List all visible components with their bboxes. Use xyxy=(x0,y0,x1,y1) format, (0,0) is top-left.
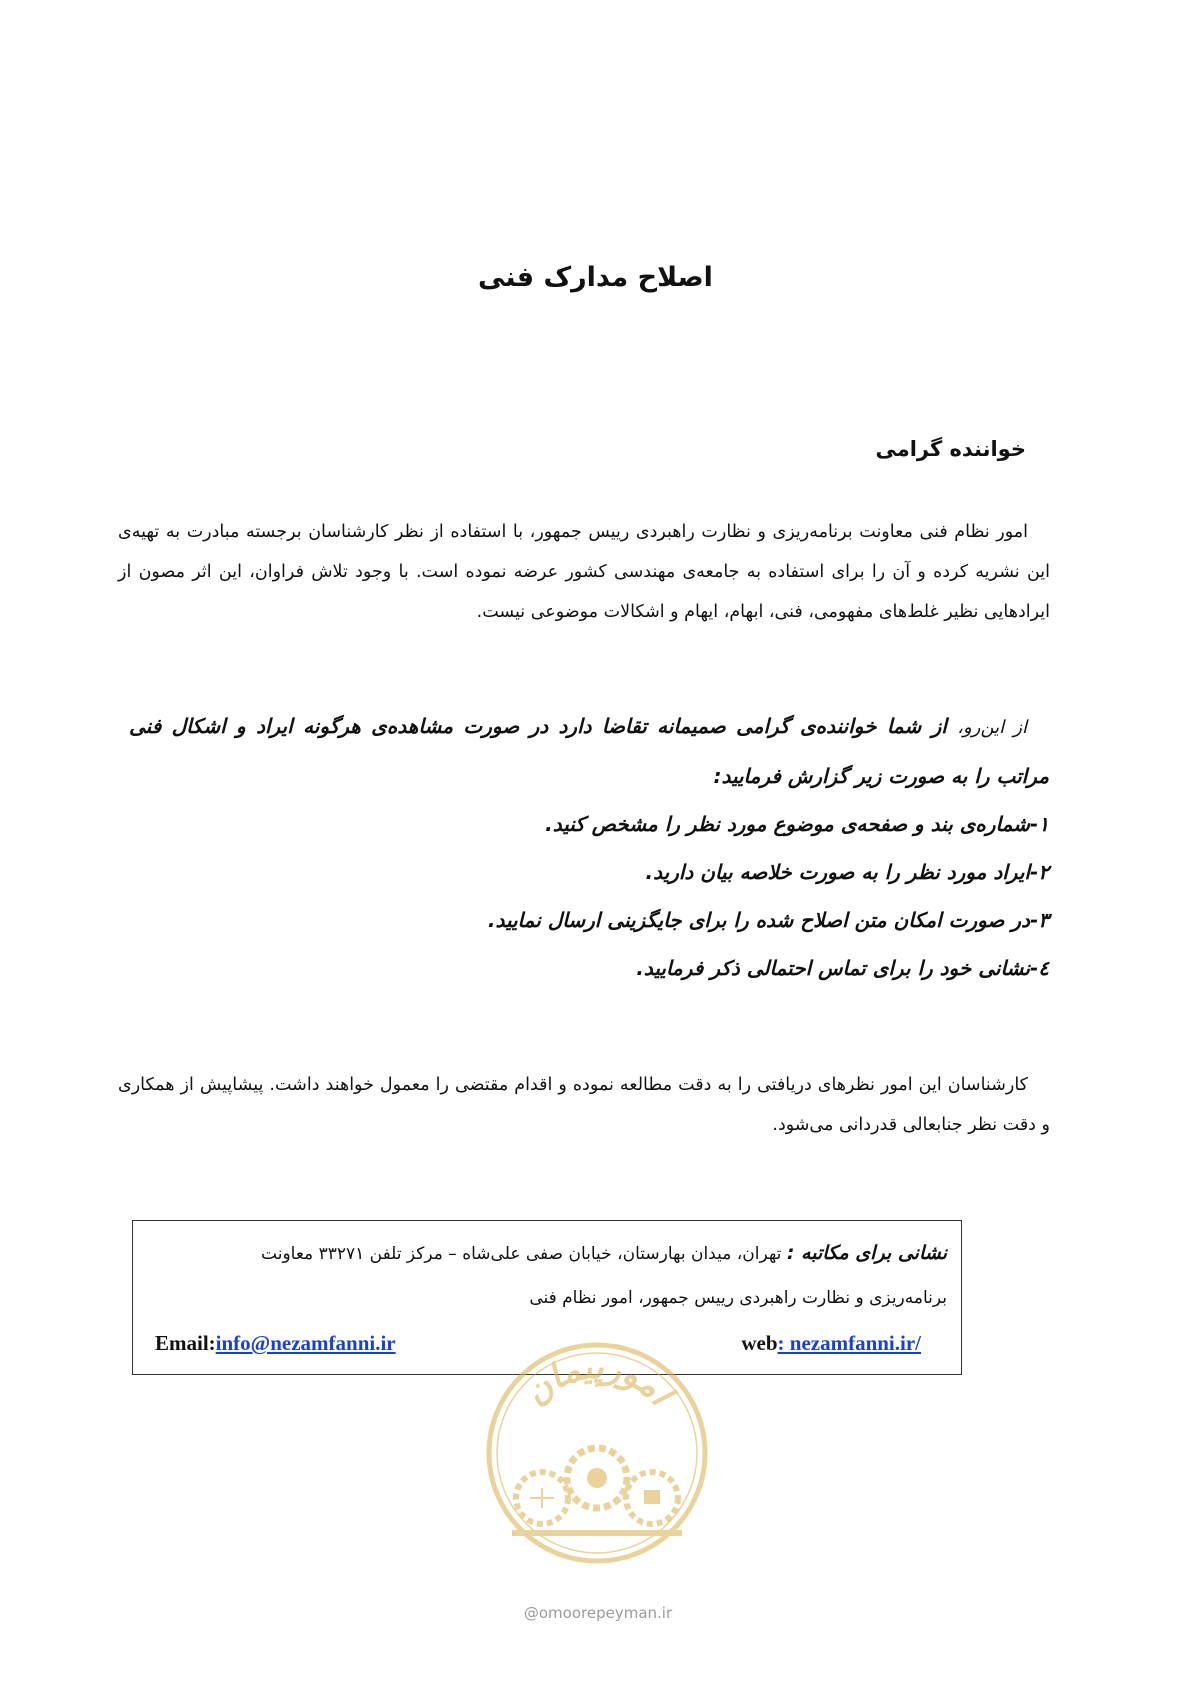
request-line-1-text: از شما خواننده‌ی گرامی صمیمانه تقاضا دارد در صورت مشاهده‌ی هرگونه ایراد و اشکال فنی xyxy=(129,714,947,738)
intro-paragraph-text: امور نظام فنی معاونت برنامه‌ریزی و نظارت راهبردی رییس جمهور، با استفاده از نظر کارشناسان برجسته مبادرت به تهیه‌ی این نشریه کرده و آن را برای استفاده به جامعه‌ی مهندسی کشور عرضه نموده است. با وجود تلاش فراوان، این اثر مصون از ایرادهایی نظیر غلط‌های مفهومی، فنی، ابهام، ایهام و اشکالات موضوعی نیست. xyxy=(118,522,1050,622)
request-lead: از این‌رو، xyxy=(957,717,1027,738)
email-link[interactable]: info@nezamfanni.ir xyxy=(215,1331,396,1355)
request-item-1: ۱-شماره‌ی بند و صفحه‌ی موضوع مورد نظر را مشخص کنید. xyxy=(545,812,1049,836)
svg-text:امورپیمان xyxy=(516,1346,683,1416)
closing-paragraph xyxy=(118,1065,1050,1145)
contact-address-line-2: برنامه‌ریزی و نظارت راهبردی رییس جمهور، امور نظام فنی xyxy=(529,1288,947,1308)
watermark-caption: @omoorepeyman.ir xyxy=(523,1604,673,1622)
contact-address-line-1: تهران، میدان بهارستان، خیابان صفی علی‌شاه – مرکز تلفن ۳۳۲۷۱ معاونت xyxy=(261,1244,782,1264)
page-title: اصلاح مدارک فنی xyxy=(478,262,713,293)
greeting-heading: خواننده گرامی xyxy=(875,437,1026,461)
request-line-2: مراتب را به صورت زیر گزارش فرمایید: xyxy=(713,764,1049,788)
watermark-seal-text: امورپیمان xyxy=(516,1346,680,1413)
web-label: web xyxy=(741,1331,778,1355)
closing-paragraph-text: کارشناسان این امور نظرهای دریافتی را به دقت مطالعه نموده و اقدام مقتضی را معمول خواهند داشت. پیشاپیش از همکاری و دقت نظر جنابعالی قدردانی می‌شود. xyxy=(118,1075,1050,1135)
web-row xyxy=(741,1331,921,1356)
contact-label: نشانی برای مکاتبه : xyxy=(786,1242,947,1264)
intro-paragraph xyxy=(118,512,1050,632)
request-item-4: ٤-نشانی خود را برای تماس احتمالی ذکر فرمایید. xyxy=(636,956,1049,980)
request-item-3: ۳-در صورت امکان متن اصلاح شده را برای جایگزینی ارسال نمایید. xyxy=(487,908,1049,932)
web-link[interactable]: : nezamfanni.ir/ xyxy=(777,1331,921,1355)
contact-address xyxy=(157,1231,947,1320)
request-item-2: ۲-ایراد مورد نظر را به صورت خلاصه بیان دارید. xyxy=(645,860,1049,884)
request-line-1 xyxy=(129,702,1049,752)
email-row xyxy=(155,1331,396,1356)
email-label: Email: xyxy=(155,1331,216,1355)
request-block xyxy=(129,702,1049,992)
omoore-peyman-seal-icon xyxy=(482,1338,712,1568)
